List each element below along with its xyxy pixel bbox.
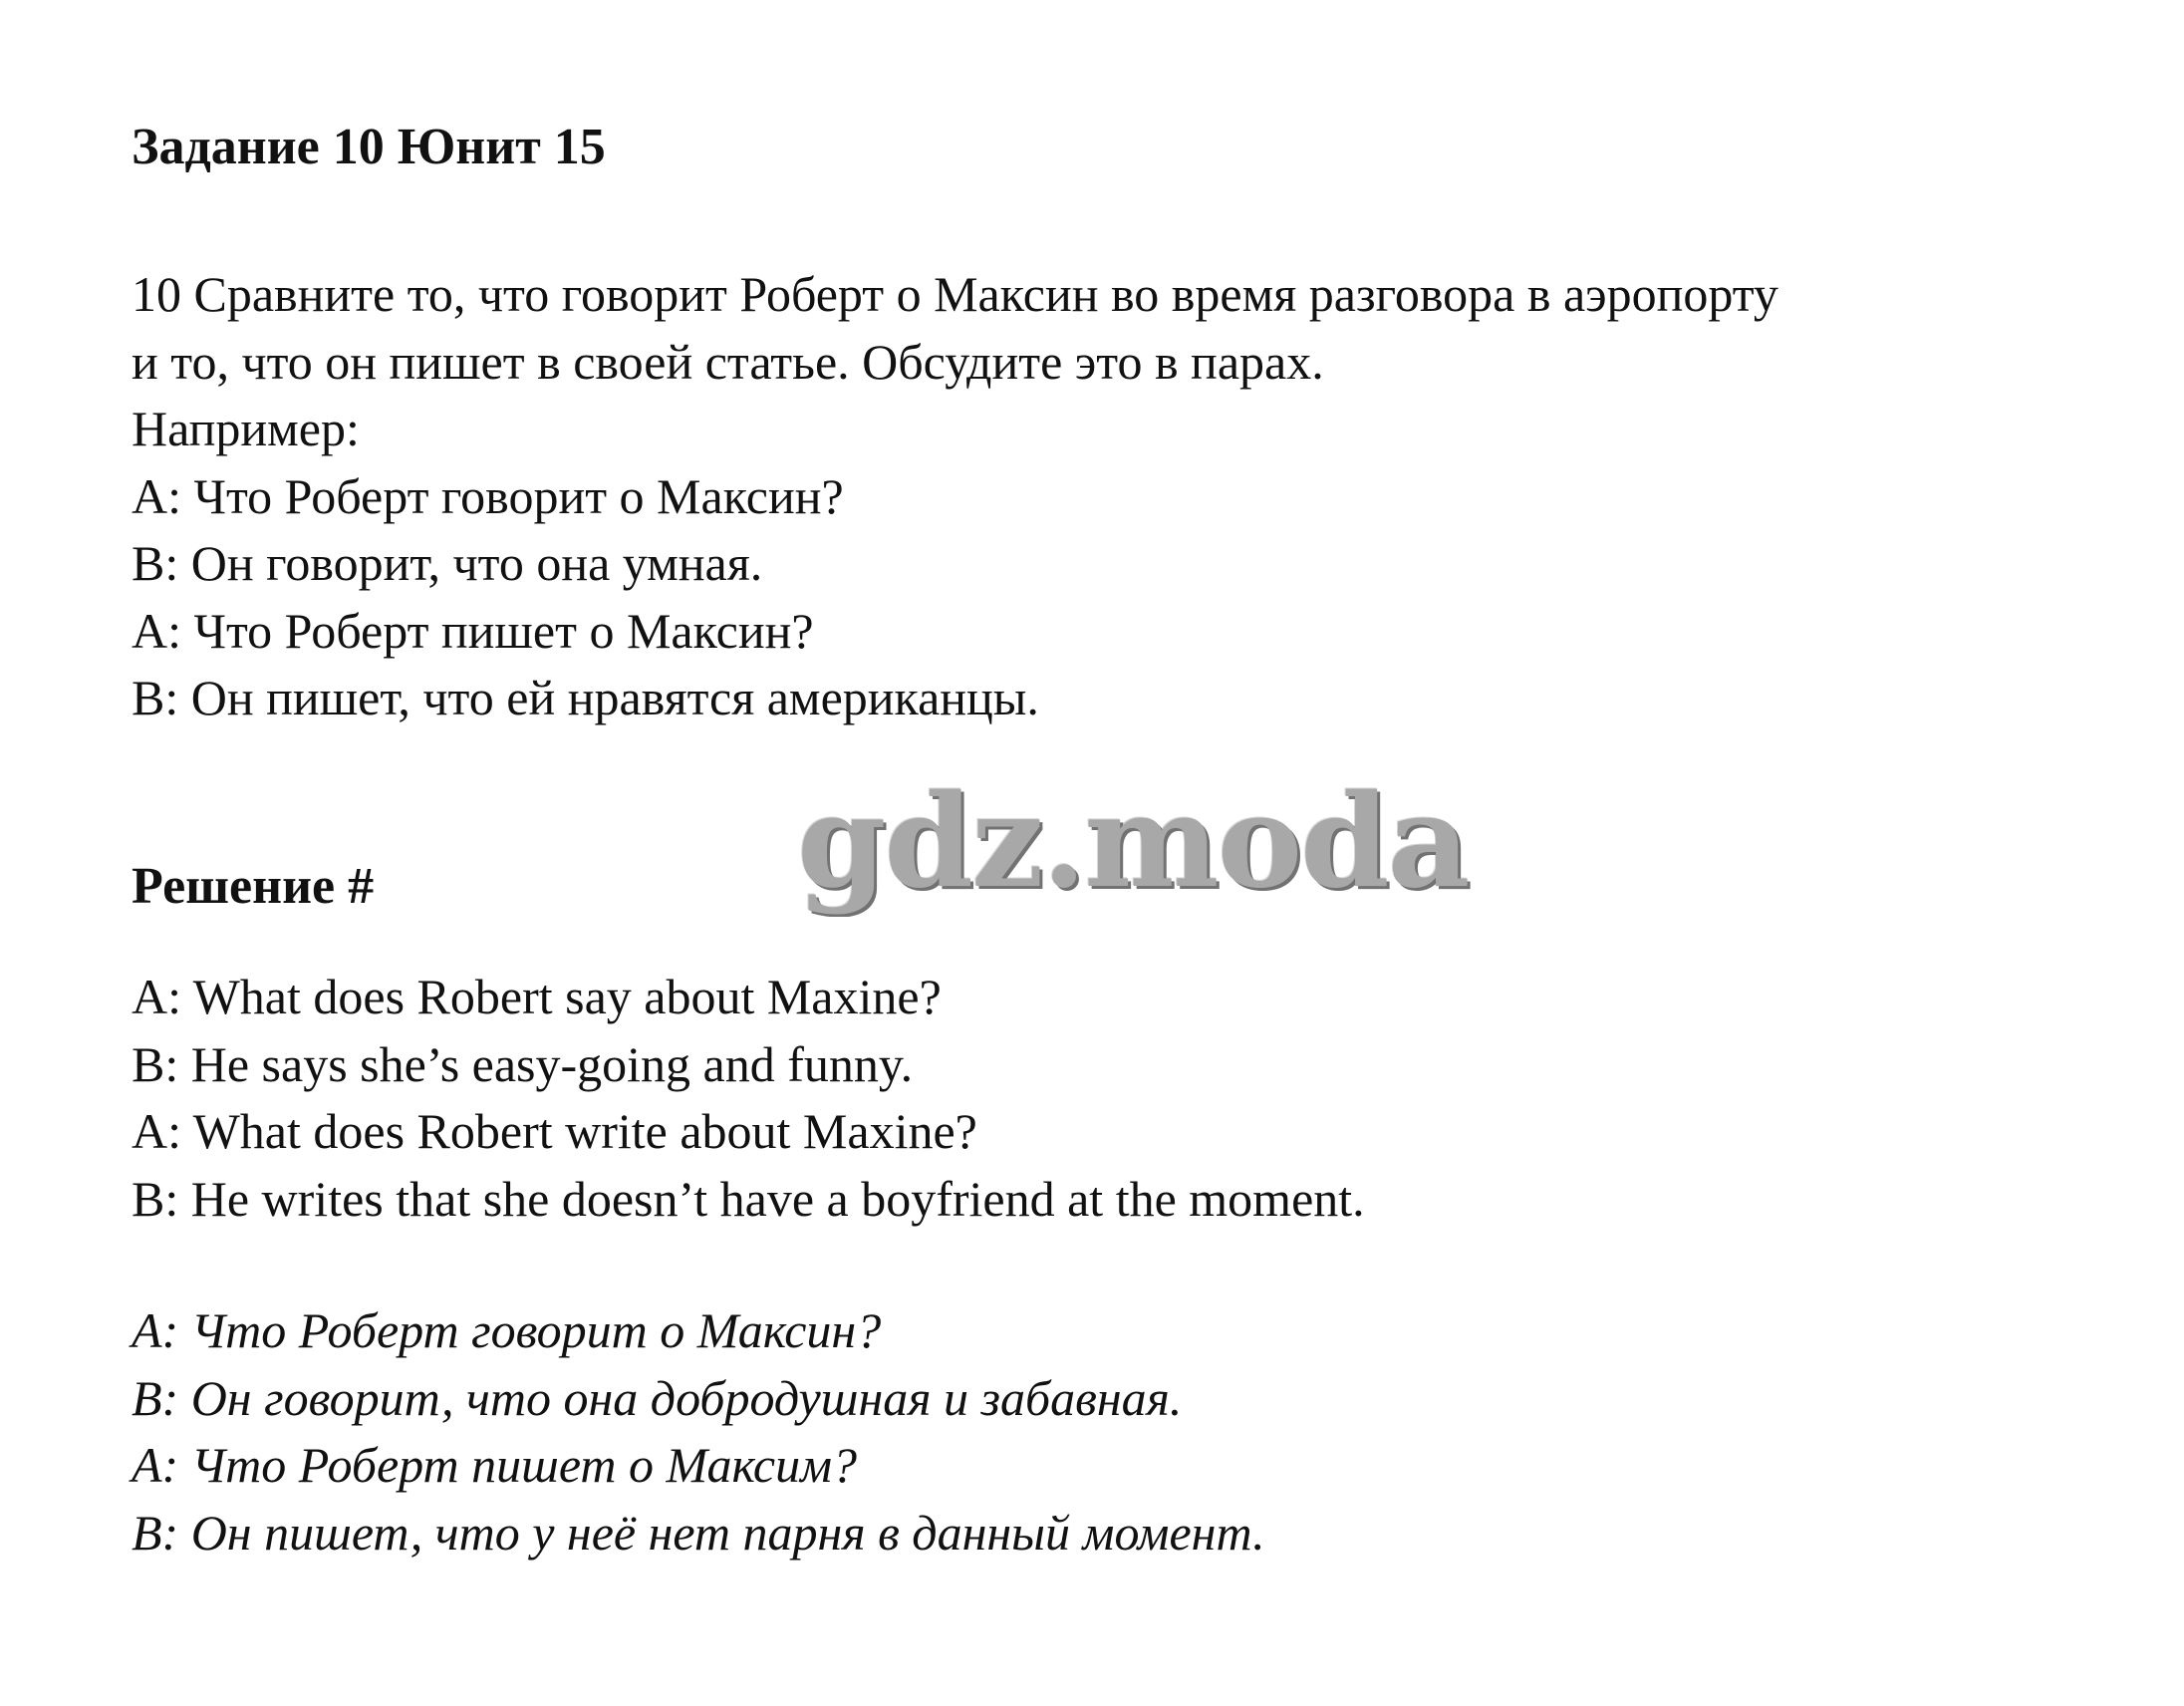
- answer-english: [132, 964, 2124, 1233]
- task-text: [132, 261, 2124, 732]
- translation-line: В: Он говорит, что она добродушная и забавная.: [132, 1369, 1183, 1426]
- watermark-logo: gdz.moda: [797, 767, 1469, 917]
- answer-line: B: He says she’s easy-going and funny.: [132, 1035, 914, 1092]
- translation-line: А: Что Роберт пишет о Максим?: [132, 1437, 858, 1493]
- example-line: А: Что Роберт говорит о Максин?: [132, 467, 844, 524]
- solution-title: Решение #: [132, 858, 375, 915]
- example-line: В: Он пишет, что ей нравятся американцы.: [132, 670, 1039, 725]
- example-line: А: Что Роберт пишет о Максин?: [132, 602, 814, 659]
- example-line: В: Он говорит, что она умная.: [132, 535, 763, 591]
- page-title: Задание 10 Юнит 15: [132, 119, 606, 175]
- answer-line: B: He writes that she doesn’t have a boyfriend at the moment.: [132, 1170, 1365, 1227]
- translation-line: В: Он пишет, что у неё нет парня в данный момент.: [132, 1504, 1265, 1561]
- answer-line: A: What does Robert say about Maxine?: [132, 969, 942, 1024]
- task-instruction-line: 10 Сравните то, что говорит Роберт о Максин во время разговора в аэропорту: [132, 266, 1778, 322]
- answer-russian: [132, 1297, 2124, 1566]
- example-label: Например:: [132, 401, 360, 456]
- task-instruction-line: и то, что он пишет в своей статье. Обсудите это в парах.: [132, 333, 1324, 390]
- translation-line: А: Что Роберт говорит о Максин?: [132, 1302, 882, 1358]
- answer-line: A: What does Robert write about Maxine?: [132, 1103, 977, 1159]
